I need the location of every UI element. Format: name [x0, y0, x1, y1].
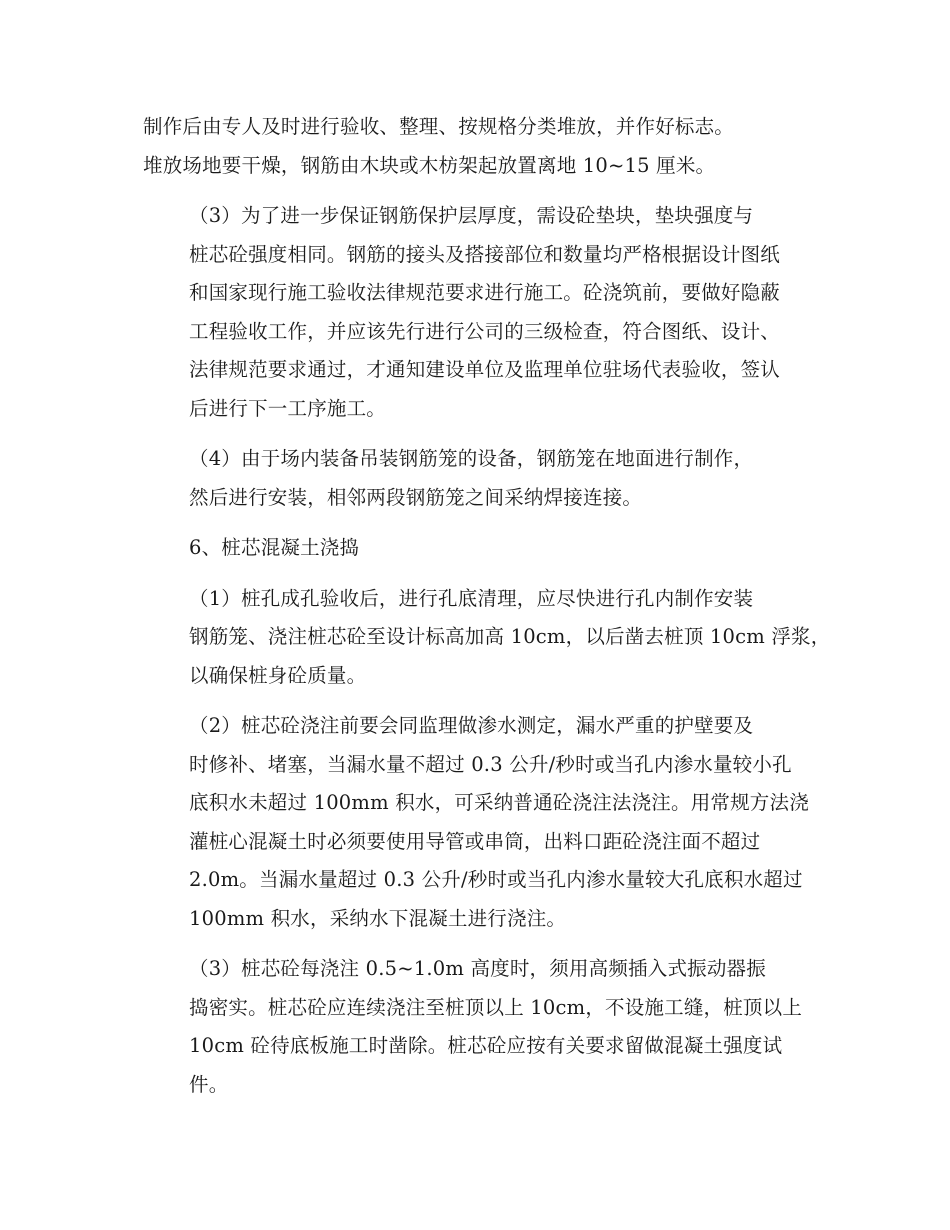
text-line: （2）桩芯砼浇注前要会同监理做渗水测定，漏水严重的护壁要及 — [189, 714, 754, 737]
text-line: 捣密实。桩芯砼应连续浇注至桩顶以上 10cm，不设施工缝，桩顶以上 — [189, 995, 803, 1019]
paragraph-item-3-rebar-cover — [143, 197, 808, 428]
text-line: 底积水未超过 100mm 积水，可采纳普通砼浇注法浇注。用常规方法浇 — [189, 791, 809, 814]
text-line: （3）桩芯砼每浇注 0.5~1.0m 高度时，须用高频插入式振动器振 — [189, 957, 766, 980]
text-line: 法律规范要求通过，才通知建设单位及监理单位驻场代表验收，签认 — [189, 358, 781, 381]
paragraph-item-2-seepage — [143, 707, 808, 938]
text-line: 堆放场地要干燥，钢筋由木块或木枋架起放置离地 10~15 厘米。 — [143, 153, 716, 177]
text-line: 然后进行安装，相邻两段钢筋笼之间采纳焊接连接。 — [189, 485, 643, 509]
text-line: （4）由于场内装备吊装钢筋笼的设备，钢筋笼在地面进行制作， — [189, 447, 754, 470]
paragraph-item-3-vibration — [143, 950, 808, 1104]
text-line: 后进行下一工序施工。 — [189, 396, 387, 420]
text-line: 工程验收工作，并应该先行进行公司的三级检查，符合图纸、设计、 — [189, 319, 781, 343]
text-line: 2.0m。当漏水量超过 0.3 公升/秒时或当孔内渗水量较大孔底积水超过 — [189, 868, 803, 891]
text-line: （1）桩孔成孔验收后，进行孔底清理，应尽快进行孔内制作安装 — [189, 586, 754, 610]
text-line: 桩芯砼强度相同。钢筋的接头及搭接部位和数量均严格根据设计图纸 — [189, 242, 781, 266]
document-body — [143, 108, 831, 1104]
section-heading-pile-core-concrete — [143, 529, 808, 568]
paragraph-storage — [143, 108, 808, 185]
paragraph-item-4-rebar-cage — [143, 440, 808, 517]
text-line: 制作后由专人及时进行验收、整理、按规格分类堆放，并作好标志。 — [143, 115, 735, 138]
paragraph-item-1-pouring — [143, 580, 831, 696]
text-line: 灌桩心混凝土时必须要使用导管或串筒，出料口距砼浇注面不超过 — [189, 829, 761, 853]
section-heading: 6、桩芯混凝土浇捣 — [189, 536, 360, 559]
text-line: 件。 — [189, 1072, 229, 1096]
text-line: 以确保桩身砼质量。 — [189, 663, 367, 687]
text-line: 100mm 积水，采纳水下混凝土进行浇注。 — [189, 906, 567, 930]
text-line: 10cm 砼待底板施工时凿除。桩芯砼应按有关要求留做混凝土强度试 — [189, 1034, 783, 1057]
text-line: 钢筋笼、浇注桩芯砼至设计标高加高 10cm，以后凿去桩顶 10cm 浮浆， — [189, 625, 831, 648]
text-line: 时修补、堵塞，当漏水量不超过 0.3 公升/秒时或当孔内渗水量较小孔 — [189, 752, 792, 776]
text-line: （3）为了进一步保证钢筋保护层厚度，需设砼垫块，垫块强度与 — [189, 204, 754, 227]
text-line: 和国家现行施工验收法律规范要求进行施工。砼浇筑前，要做好隐蔽 — [189, 281, 781, 304]
